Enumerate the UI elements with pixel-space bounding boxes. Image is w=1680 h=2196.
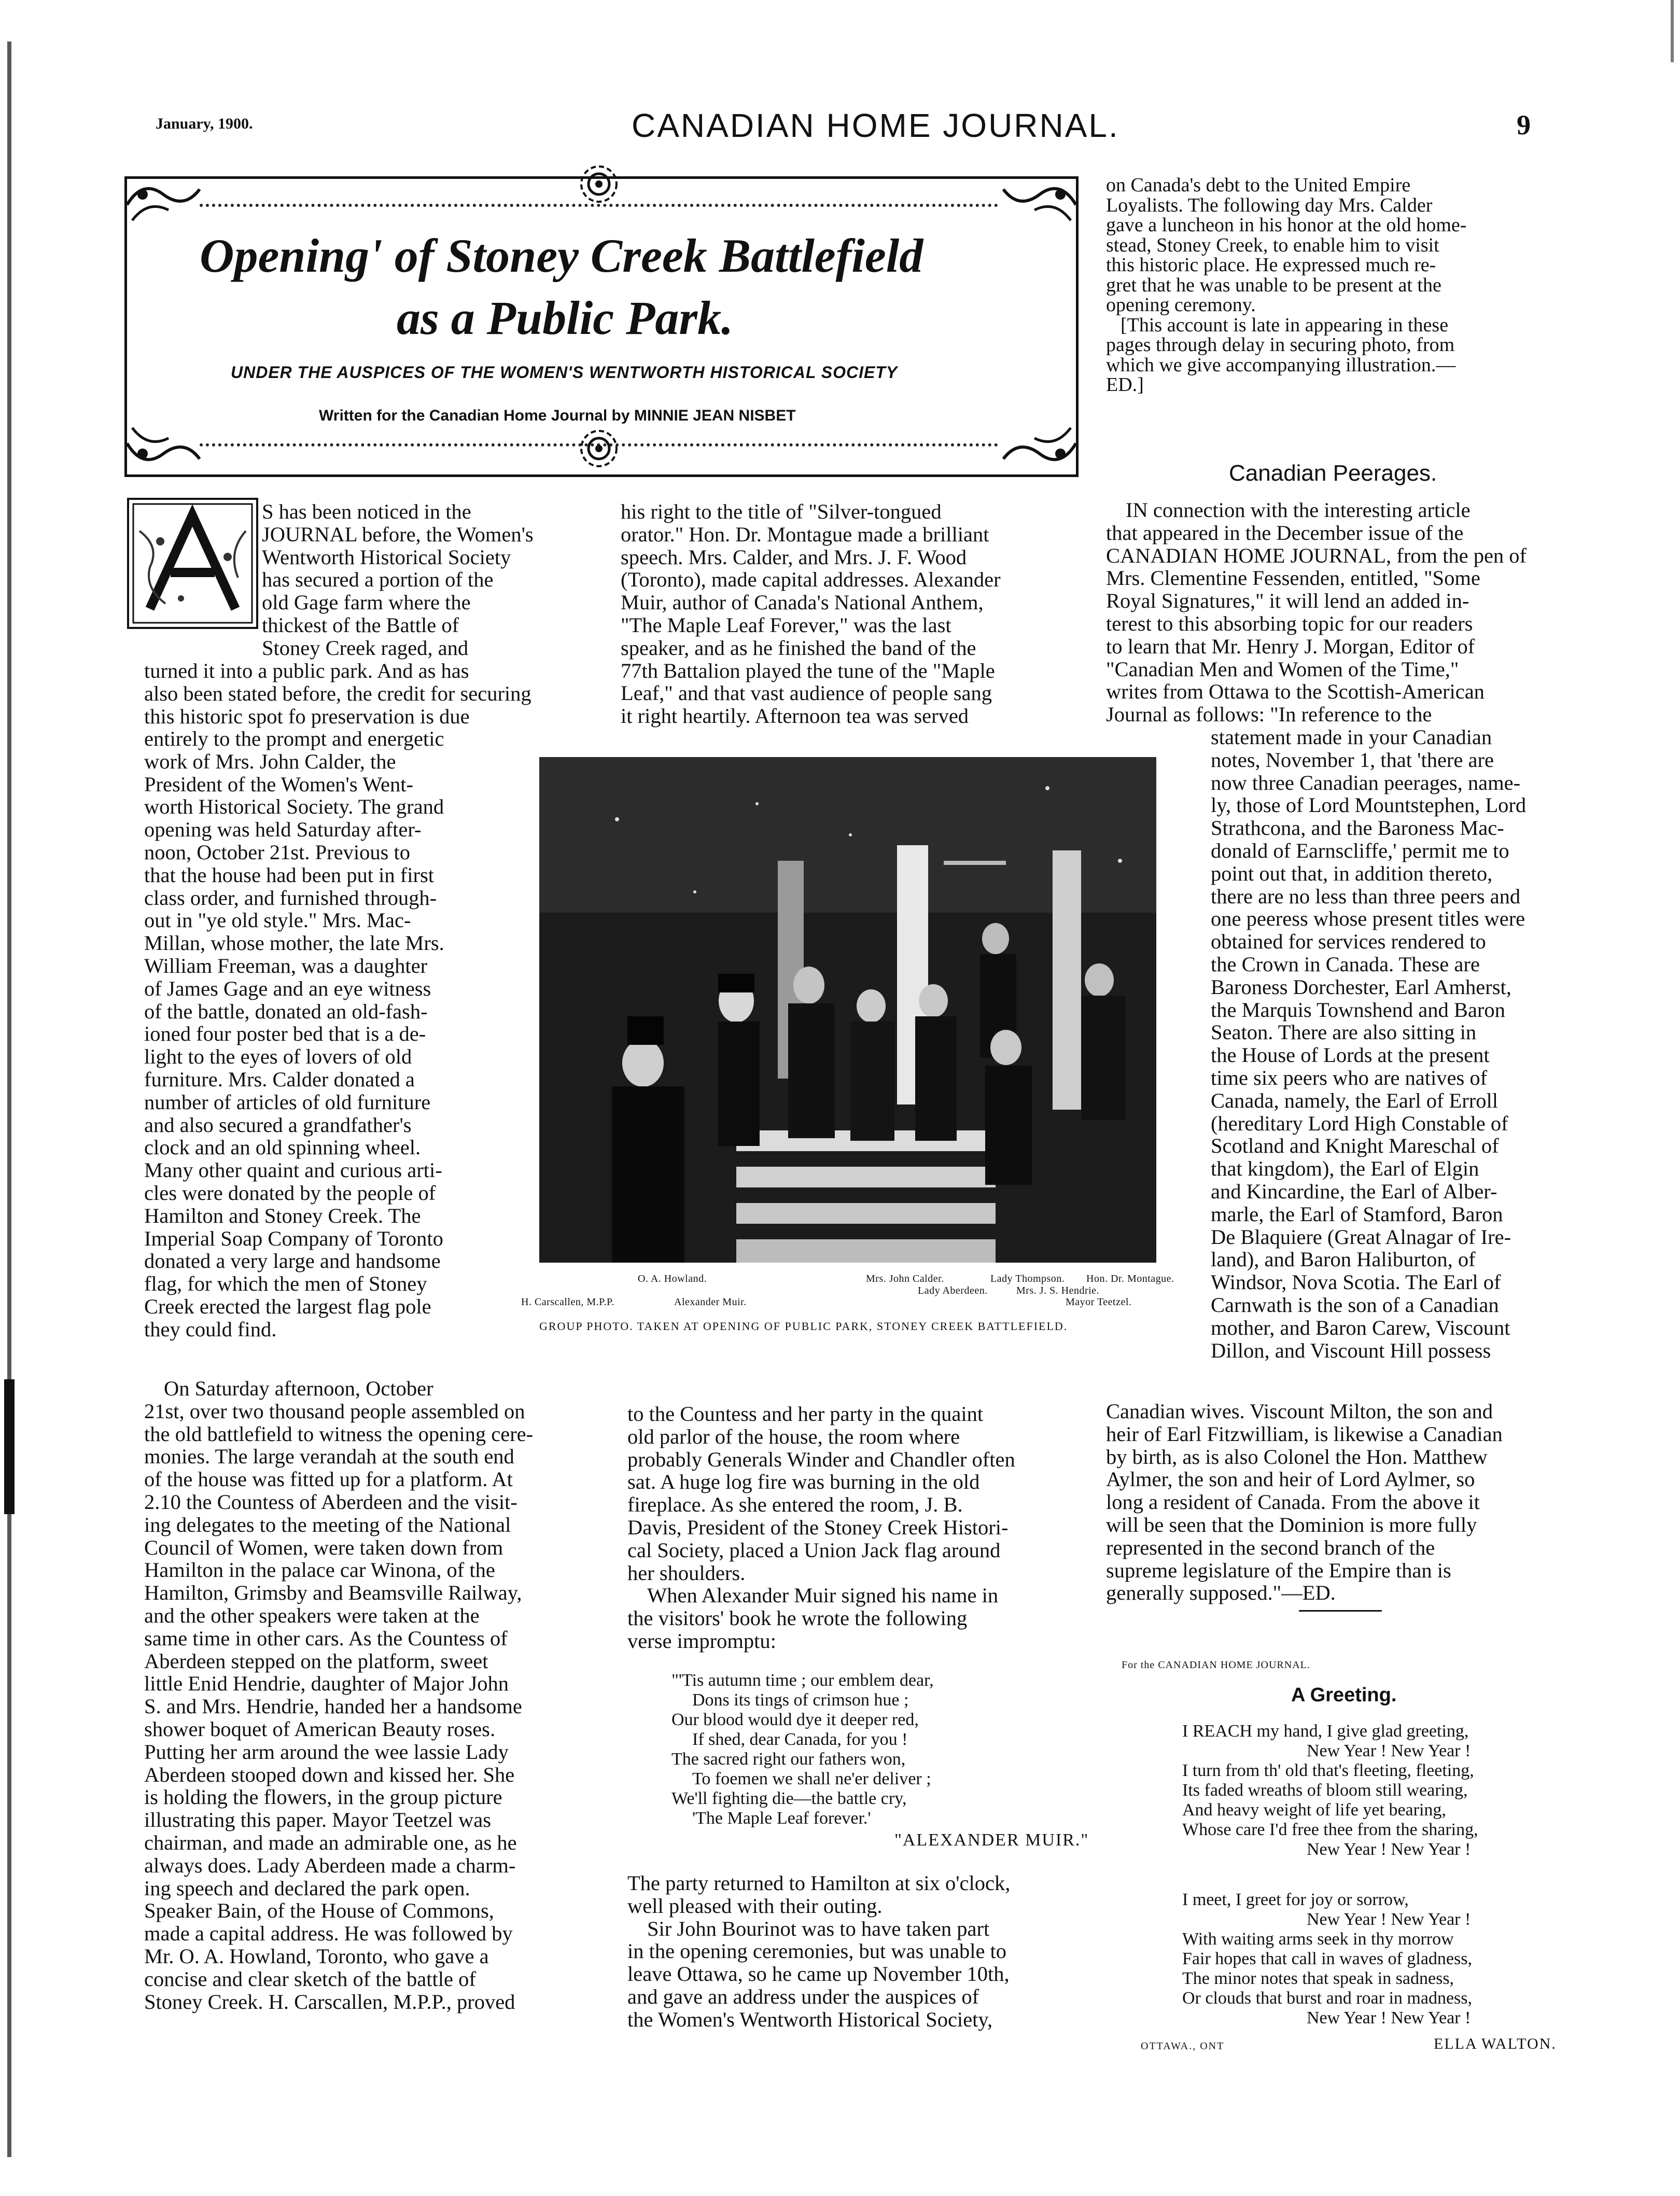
text-line: Windsor, Nova Scotia. The Earl of — [1211, 1270, 1501, 1294]
text-line: ly, those of Lord Mountstephen, Lord — [1211, 793, 1527, 817]
text-line: Leaf," and that vast audience of people sang — [621, 681, 992, 705]
text-line: speaker, and as he finished the band of the — [621, 636, 976, 660]
text-line: number of articles of old furniture — [144, 1090, 431, 1114]
text-line: in the opening ceremonies, but was unable to — [627, 1939, 1007, 1963]
caption-carscallen: H. Carscallen, M.P.P. — [521, 1296, 614, 1308]
caption-hendrie: Mrs. J. S. Hendrie. — [1016, 1285, 1100, 1296]
text-line: old Gage farm where the — [262, 591, 471, 614]
caption-aberdeen: Lady Aberdeen. — [918, 1285, 988, 1296]
text-line: furniture. Mrs. Calder donated a — [144, 1067, 415, 1091]
peerages-bottom — [1106, 1400, 1575, 1604]
text-line: Speaker Bain, of the House of Commons, — [144, 1899, 494, 1923]
poem-line: Its faded wreaths of bloom still wearing, — [1182, 1781, 1468, 1800]
text-line: stead, Stoney Creek, to enable him to visit — [1106, 234, 1439, 256]
text-line: The party returned to Hamilton at six o'clock, — [627, 1871, 1011, 1895]
text-line: generally supposed."—ED. — [1106, 1581, 1336, 1605]
text-line: and also secured a grandfather's — [144, 1113, 412, 1137]
text-line: to the Countess and her party in the quaint — [627, 1402, 984, 1425]
text-line: 77th Battalion played the tune of the "Maple — [621, 659, 995, 682]
text-line: Stoney Creek raged, and — [262, 636, 469, 660]
text-line: and Kincardine, the Earl of Alber- — [1211, 1179, 1497, 1203]
text-line: Journal as follows: "In reference to the — [1106, 703, 1432, 726]
poem-line: If shed, dear Canada, for you ! — [692, 1730, 908, 1749]
article-byline: Written for the Canadian Home Journal by MINNIE JEAN NISBET — [319, 407, 796, 424]
text-line: Many other quaint and curious arti- — [144, 1158, 442, 1182]
text-line: Creek erected the largest flag pole — [144, 1294, 431, 1318]
poem-line: Fair hopes that call in waves of gladness, — [1182, 1949, 1472, 1968]
caption-montague: Hon. Dr. Montague. — [1086, 1273, 1174, 1284]
text-line: of the house was fitted up for a platform. At — [144, 1467, 513, 1491]
article-col1-bottom — [144, 1377, 595, 2013]
peerages-top — [1106, 499, 1575, 726]
text-line: represented in the second branch of the — [1106, 1535, 1435, 1559]
text-line: by birth, as is also Colonel the Hon. Matthew — [1106, 1445, 1488, 1468]
text-line: William Freeman, was a daughter — [144, 954, 428, 977]
text-line: clock and an old spinning wheel. — [144, 1136, 421, 1159]
text-line: supreme legislature of the Empire than is — [1106, 1558, 1451, 1582]
article-subtitle: UNDER THE AUSPICES OF THE WOMEN'S WENTWORTH HISTORICAL SOCIETY — [231, 363, 898, 382]
text-line: speech. Mrs. Calder, and Mrs. J. F. Wood — [621, 545, 967, 569]
poem-line: Dons its tings of crimson hue ; — [692, 1690, 909, 1710]
text-line: Baroness Dorchester, Earl Amherst, — [1211, 975, 1511, 999]
text-line: gret that he was unable to be present at the — [1106, 274, 1441, 296]
text-line: Mrs. Clementine Fessenden, entitled, "Some — [1106, 566, 1480, 590]
text-line: concise and clear sketch of the battle of — [144, 1967, 476, 1991]
text-line: ing speech and declared the park open. — [144, 1876, 470, 1900]
text-line: they could find. — [144, 1317, 277, 1341]
text-line: that the house had been put in first — [144, 863, 434, 887]
text-line: there are no less than three peers and — [1211, 884, 1521, 908]
title-frame — [124, 176, 1079, 477]
poem-line: With waiting arms seek in thy morrow — [1182, 1929, 1454, 1949]
poem-line: The sacred right our fathers won, — [671, 1750, 906, 1769]
text-line: the Marquis Townshend and Baron — [1211, 998, 1505, 1022]
text-line: that appeared in the December issue of the — [1106, 521, 1464, 544]
caption-calder: Mrs. John Calder. — [866, 1273, 944, 1284]
text-line: time six peers who are natives of — [1211, 1066, 1488, 1089]
text-line: Hamilton in the palace car Winona, of the — [144, 1558, 495, 1582]
text-line: same time in other cars. As the Countess of — [144, 1626, 508, 1650]
text-line: Millan, whose mother, the late Mrs. — [144, 931, 444, 955]
poem-line: New Year ! New Year ! — [1307, 1910, 1471, 1929]
article-col1-mid — [144, 660, 595, 728]
poem-line: I meet, I greet for joy or sorrow, — [1182, 1890, 1409, 1909]
text-line: "Canadian Men and Women of the Time," — [1106, 657, 1459, 681]
text-line: (hereditary Lord High Constable of — [1211, 1111, 1508, 1135]
text-line: and the other speakers were taken at the — [144, 1603, 480, 1627]
text-line: her shoulders. — [627, 1561, 746, 1585]
text-line: heir of Earl Fitzwilliam, is likewise a Canadian — [1106, 1422, 1503, 1446]
text-line: class order, and furnished through- — [144, 886, 437, 910]
drop-cap-initial — [127, 498, 258, 629]
text-line: marle, the Earl of Stamford, Baron — [1211, 1202, 1503, 1226]
binding-edge-mark — [7, 41, 11, 2157]
poem-line: I REACH my hand, I give glad greeting, — [1182, 1722, 1469, 1741]
text-line: Stoney Creek. H. Carscallen, M.P.P., proved — [144, 1990, 515, 2013]
text-line: of the battle, donated an old-fash- — [144, 999, 428, 1023]
text-line: it right heartily. Afternoon tea was served — [621, 704, 969, 728]
text-line: this historic place. He expressed much re- — [1106, 254, 1436, 276]
text-line: shower boquet of American Beauty roses. — [144, 1717, 496, 1741]
article-col2-bottom — [627, 1403, 1091, 1653]
text-line: Council of Women, were taken down from — [144, 1535, 503, 1559]
text-line: Davis, President of the Stoney Creek Histori- — [627, 1515, 1009, 1539]
text-line: flag, for which the men of Stoney — [144, 1272, 427, 1296]
text-line: Scotland and Knight Mareschal of — [1211, 1134, 1499, 1158]
text-line: (Toronto), made capital addresses. Alexander — [621, 568, 1001, 592]
ornament-corner-top-right — [998, 174, 1081, 231]
text-line: Aberdeen stepped on the platform, sweet — [144, 1649, 488, 1673]
text-line: which we give accompanying illustration.— — [1106, 354, 1456, 376]
text-line: opening ceremony. — [1106, 294, 1256, 316]
peerages-heading: Canadian Peerages. — [1229, 460, 1437, 486]
text-line: CANADIAN HOME JOURNAL, from the pen of — [1106, 543, 1527, 567]
text-line: donald of Earnscliffe,' permit me to — [1211, 838, 1509, 862]
section-divider — [1299, 1610, 1382, 1612]
text-line: this historic spot fo preservation is due — [144, 704, 470, 728]
article-col2-top — [621, 500, 1087, 728]
text-line: the Women's Wentworth Historical Society, — [627, 2007, 993, 2031]
page-number: 9 — [1517, 109, 1531, 141]
ornament-top-center — [573, 158, 625, 210]
greeting-place: OTTAWA., ONT — [1141, 2040, 1225, 2052]
text-line: now three Canadian peerages, name- — [1211, 771, 1521, 794]
text-line: his right to the title of "Silver-tongued — [621, 500, 942, 523]
text-line: President of the Women's Went- — [144, 772, 413, 796]
text-line: gave a luncheon in his honor at the old home- — [1106, 214, 1467, 236]
text-line: S. and Mrs. Hendrie, handed her a handsome — [144, 1695, 522, 1718]
text-line: When Alexander Muir signed his name in — [647, 1584, 999, 1607]
poem-line: We'll fighting die—the battle cry, — [671, 1789, 907, 1808]
text-line: made a capital address. He was followed by — [144, 1922, 513, 1946]
text-line: Hamilton and Stoney Creek. The — [144, 1204, 421, 1227]
text-line: and gave an address under the auspices of — [627, 1984, 979, 2008]
poem-line: I turn from th' old that's fleeting, fleeting, — [1182, 1761, 1474, 1780]
text-line: Royal Signatures," it will lend an added in- — [1106, 589, 1469, 613]
text-line: chairman, and made an admirable one, as he — [144, 1830, 517, 1854]
text-line: writes from Ottawa to the Scottish-American — [1106, 680, 1485, 704]
text-line: thickest of the Battle of — [262, 613, 459, 637]
text-line: the visitors' book he wrote the following — [627, 1606, 968, 1630]
text-line: On Saturday afternoon, October — [164, 1377, 433, 1400]
article-title-line2: as a Public Park. — [397, 291, 734, 344]
text-line: the Crown in Canada. These are — [1211, 952, 1480, 976]
greeting-author: ELLA WALTON. — [1434, 2035, 1557, 2052]
text-line: notes, November 1, that 'there are — [1211, 748, 1494, 772]
caption-thompson: Lady Thompson. — [990, 1273, 1065, 1284]
article-title-line1: Opening' of Stoney Creek Battlefield — [200, 229, 923, 282]
text-line: that kingdom), the Earl of Elgin — [1211, 1157, 1479, 1181]
text-line: IN connection with the interesting article — [1126, 498, 1471, 522]
text-line: 21st, over two thousand people assembled on — [144, 1399, 525, 1423]
text-line: on Canada's debt to the United Empire — [1106, 174, 1411, 196]
text-line: opening was held Saturday after- — [144, 818, 422, 842]
poem-line: Our blood would dye it deeper red, — [671, 1710, 919, 1729]
text-line: entirely to the prompt and energetic — [144, 727, 444, 750]
caption-muir: Alexander Muir. — [674, 1296, 747, 1308]
article-col1-top — [262, 500, 594, 660]
text-line: Mr. O. A. Howland, Toronto, who gave a — [144, 1944, 489, 1968]
ornament-corner-bottom-left — [122, 417, 205, 474]
text-line: ED.] — [1106, 374, 1144, 396]
group-photo — [539, 757, 1156, 1263]
poem-line: New Year ! New Year ! — [1307, 2008, 1471, 2027]
poem-line: "'Tis autumn time ; our emblem dear, — [671, 1671, 934, 1690]
text-line: JOURNAL before, the Women's — [262, 522, 534, 546]
peerages-narrow — [1211, 726, 1575, 1362]
text-line: Seaton. There are also sitting in — [1211, 1020, 1477, 1044]
caption-howland: O. A. Howland. — [638, 1273, 707, 1284]
caption-teetzel: Mayor Teetzel. — [1066, 1296, 1132, 1308]
text-line: De Blaquiere (Great Alnagar of Ire- — [1211, 1225, 1511, 1249]
text-line: well pleased with their outing. — [627, 1894, 883, 1918]
article-col2-end — [627, 1872, 1091, 2031]
text-line: noon, October 21st. Previous to — [144, 840, 410, 864]
text-line: orator." Hon. Dr. Montague made a brilliant — [621, 522, 989, 546]
text-line: obtained for services rendered to — [1211, 930, 1486, 954]
text-line: turned it into a public park. And as has — [144, 659, 469, 682]
text-line: ioned four poster bed that is a de- — [144, 1022, 426, 1046]
text-line: work of Mrs. John Calder, the — [144, 749, 396, 773]
text-line: "The Maple Leaf Forever," was the last — [621, 613, 951, 637]
text-line: ing delegates to the meeting of the National — [144, 1513, 511, 1536]
text-line: Loyalists. The following day Mrs. Calder — [1106, 194, 1433, 216]
text-line: S has been noticed in the — [262, 500, 471, 523]
text-line: pages through delay in securing photo, from — [1106, 334, 1455, 356]
text-line: [This account is late in appearing in these — [1121, 314, 1449, 336]
text-line: Aberdeen stooped down and kissed her. She — [144, 1763, 515, 1786]
text-line: fireplace. As she entered the room, J. B. — [627, 1493, 963, 1517]
text-line: donated a very large and handsome — [144, 1249, 441, 1273]
binding-edge-mark-thick — [4, 1379, 15, 1514]
greeting-stanza2 — [1182, 1890, 1587, 2028]
text-line: Wentworth Historical Society — [262, 545, 511, 569]
text-line: probably Generals Winder and Chandler often — [627, 1447, 1015, 1471]
poem-line: The minor notes that speak in sadness, — [1182, 1969, 1454, 1988]
poem-line: And heavy weight of life yet bearing, — [1182, 1800, 1446, 1820]
text-line: Canadian wives. Viscount Milton, the son and — [1106, 1400, 1493, 1423]
text-line: point out that, in addition thereto, — [1211, 861, 1493, 885]
article-col1-narrow — [144, 728, 528, 1341]
text-line: verse impromptu: — [627, 1629, 776, 1653]
text-line: is holding the flowers, in the group picture — [144, 1785, 502, 1809]
poem-line: New Year ! New Year ! — [1307, 1840, 1471, 1859]
text-line: Muir, author of Canada's National Anthem, — [621, 591, 984, 614]
photo-caption-title: GROUP PHOTO. TAKEN AT OPENING OF PUBLIC PARK, STONEY CREEK BATTLEFIELD. — [539, 1320, 1068, 1333]
text-line: Strathcona, and the Baroness Mac- — [1211, 816, 1504, 840]
poem-line: To foemen we shall ne'er deliver ; — [692, 1769, 931, 1788]
right-edge-mark — [1671, 0, 1674, 62]
text-line: also been stated before, the credit for securing — [144, 681, 531, 705]
text-line: illustrating this paper. Mayor Teetzel was — [144, 1808, 492, 1832]
ornament-corner-bottom-right — [998, 417, 1081, 474]
poem-line: New Year ! New Year ! — [1307, 1741, 1471, 1760]
muir-poem — [671, 1671, 1066, 1828]
text-line: sat. A huge log fire was burning in the old — [627, 1470, 980, 1494]
text-line: cles were donated by the people of — [144, 1181, 436, 1205]
ornament-bottom-center — [573, 423, 625, 474]
text-line: Imperial Soap Company of Toronto — [144, 1226, 443, 1250]
text-line: has secured a portion of the — [262, 568, 494, 592]
text-line: Dillon, and Viscount Hill possess — [1211, 1338, 1491, 1362]
text-line: Sir John Bourinot was to have taken part — [647, 1917, 990, 1940]
text-line: to learn that Mr. Henry J. Morgan, Editor of — [1106, 634, 1475, 658]
text-line: light to the eyes of lovers of old — [144, 1045, 412, 1069]
text-line: monies. The large verandah at the south end — [144, 1445, 514, 1468]
text-line: of James Gage and an eye witness — [144, 976, 431, 1000]
issue-date: January, 1900. — [156, 115, 253, 132]
text-line: leave Ottawa, so he came up November 10th, — [627, 1962, 1010, 1986]
text-line: Carnwath is the son of a Canadian — [1211, 1293, 1499, 1317]
text-line: statement made in your Canadian — [1211, 725, 1492, 749]
text-line: one peeress whose present titles were — [1211, 907, 1525, 931]
text-line: terest to this absorbing topic for our readers — [1106, 611, 1473, 635]
text-line: Aylmer, the son and heir of Lord Aylmer, so — [1106, 1467, 1475, 1491]
text-line: always does. Lady Aberdeen made a charm- — [144, 1853, 516, 1877]
text-line: out in "ye old style." Mrs. Mac- — [144, 908, 411, 932]
text-line: Hamilton, Grimsby and Beamsville Railway, — [144, 1581, 522, 1605]
article-col3-top — [1106, 175, 1567, 395]
text-line: mother, and Baron Carew, Viscount — [1211, 1316, 1510, 1339]
greeting-stanza1 — [1182, 1722, 1587, 1859]
poem-line: Whose care I'd free thee from the sharing, — [1182, 1820, 1478, 1839]
muir-signature: "ALEXANDER MUIR." — [894, 1830, 1089, 1850]
text-line: Putting her arm around the wee lassie Lady — [144, 1740, 509, 1764]
text-line: the House of Lords at the present — [1211, 1043, 1490, 1067]
poem-line: Or clouds that burst and roar in madness, — [1182, 1989, 1472, 2008]
masthead: CANADIAN HOME JOURNAL. — [632, 107, 1119, 144]
greeting-heading: A Greeting. — [1291, 1684, 1397, 1706]
text-line: cal Society, placed a Union Jack flag around — [627, 1538, 1001, 1562]
text-line: will be seen that the Dominion is more fully — [1106, 1513, 1477, 1536]
text-line: 2.10 the Countess of Aberdeen and the visit- — [144, 1490, 517, 1514]
ornament-corner-top-left — [122, 174, 205, 231]
text-line: worth Historical Society. The grand — [144, 795, 444, 819]
text-line: little Enid Hendrie, daughter of Major John — [144, 1672, 509, 1696]
text-line: land), and Baron Haliburton, of — [1211, 1248, 1476, 1271]
text-line: the old battlefield to witness the opening cere- — [144, 1422, 534, 1446]
text-line: Canada, namely, the Earl of Erroll — [1211, 1088, 1499, 1112]
text-line: old parlor of the house, the room where — [627, 1424, 960, 1448]
text-line: long a resident of Canada. From the above it — [1106, 1490, 1480, 1514]
poem-line: 'The Maple Leaf forever.' — [692, 1809, 871, 1828]
greeting-credit: For the CANADIAN HOME JOURNAL. — [1122, 1659, 1310, 1671]
